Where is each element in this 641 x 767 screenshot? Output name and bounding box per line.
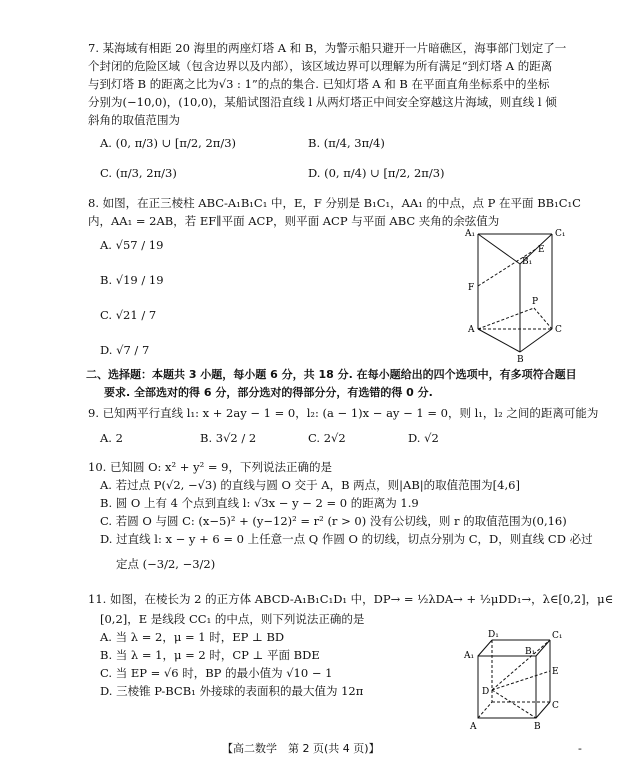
label-p: P — [532, 297, 539, 307]
label-b: B — [534, 722, 541, 732]
label-d: D — [482, 687, 490, 697]
label-e: E — [538, 245, 545, 255]
q8-option-d: D. √7 / 7 — [100, 343, 150, 357]
q10-option-d-cont: 定点 (−3/2, −3/2) — [116, 557, 216, 571]
page-footer: 【高二数学 第 2 页(共 4 页)】 — [222, 742, 380, 755]
q11-option-b: B. 当 λ = 1，μ = 2 时，CP ⊥ 平面 BDE — [100, 648, 320, 662]
q8-line-1: 8. 如图，在正三棱柱 ABC-A₁B₁C₁ 中，E，F 分别是 B₁C₁，AA₁ 的中点，点 P 在平面 BB₁C₁C — [88, 196, 581, 210]
label-a1: A₁ — [465, 229, 476, 239]
prism-figure — [462, 224, 572, 364]
q9-option-d: D. √2 — [408, 431, 439, 445]
q10-option-a: A. 若过点 P(√2, −√3) 的直线与圆 O 交于 A，B 两点，则|AB|的取值范围为[4,6] — [100, 478, 520, 492]
q7-line-1: 7. 某海域有相距 20 海里的两座灯塔 A 和 B，为警示船只避开一片暗礁区，海事部门划定了一 — [88, 41, 567, 55]
q9-option-b: B. 3√2 / 2 — [200, 431, 257, 445]
q8-option-c: C. √21 / 7 — [100, 308, 157, 322]
q11-option-d: D. 三棱锥 P-BCB₁ 外接球的表面积的最大值为 12π — [100, 684, 364, 698]
q8-line-2: 内，AA₁ = 2AB，若 EF∥平面 ACP，则平面 ACP 与平面 ABC 夹角的余弦值为 — [88, 214, 500, 228]
footer-mark: - — [578, 741, 582, 755]
q11-option-a: A. 当 λ = 2，μ = 1 时，EP ⊥ BD — [100, 630, 285, 644]
label-b1: B₁ — [522, 257, 533, 267]
q7-option-d: D. (0, π/4) ∪ [π/2, 2π/3) — [308, 166, 445, 180]
q7-line-4: 分别为(−10,0)，(10,0)，某船试图沿直线 l 从两灯塔正中间安全穿越这片海域，则直线 l 倾 — [88, 95, 557, 109]
q8-option-a: A. √57 / 19 — [100, 238, 164, 252]
q10-option-b: B. 圆 O 上有 4 个点到直线 l: √3x − y − 2 = 0 的距离为 1.9 — [100, 496, 419, 510]
label-c1: C₁ — [555, 229, 566, 239]
q11-line-2: [0,2]，E 是线段 CC₁ 的中点，则下列说法正确的是 — [100, 612, 365, 626]
q11-line-1: 11. 如图，在棱长为 2 的正方体 ABCD-A₁B₁C₁D₁ 中，DP→ = ½λDA→ + ½μDD₁→，λ∈[0,2]，μ∈ — [88, 592, 614, 606]
q9-option-a: A. 2 — [100, 431, 123, 445]
q7-option-a: A. (0, π/3) ∪ [π/2, 2π/3) — [100, 136, 237, 150]
label-b: B — [517, 355, 524, 364]
q11-option-c: C. 当 EP = √6 时，BP 的最小值为 √10 − 1 — [100, 666, 333, 680]
label-e: E — [552, 667, 559, 677]
q7-line-2: 个封闭的危险区域（包含边界以及内部），该区域边界可以理解为所有满足“到灯塔 A 的距离 — [88, 59, 553, 73]
section2-line-2: 要求. 全部选对的得 6 分，部分选对的得部分分，有选错的得 0 分. — [104, 386, 433, 399]
label-a: A — [470, 722, 477, 732]
cube-figure — [462, 628, 562, 736]
label-f: F — [468, 283, 475, 293]
q10-line-1: 10. 已知圆 O: x² + y² = 9，下列说法正确的是 — [88, 460, 332, 474]
q7-option-c: C. (π/3, 2π/3) — [100, 166, 177, 180]
q9-line: 9. 已知两平行直线 l₁: x + 2ay − 1 = 0，l₂: (a − 1)x − ay − 1 = 0，则 l₁，l₂ 之间的距离可能为 — [88, 406, 599, 420]
label-a1: A₁ — [464, 651, 475, 661]
label-c: C — [552, 701, 559, 711]
q7-option-b: B. (π/4, 3π/4) — [308, 136, 385, 150]
label-d1: D₁ — [488, 630, 499, 640]
label-b1: B₁ — [525, 647, 536, 657]
q9-option-c: C. 2√2 — [308, 431, 346, 445]
q10-option-c: C. 若圆 O 与圆 C: (x−5)² + (y−12)² = r² (r > 0) 没有公切线，则 r 的取值范围为(0,16) — [100, 514, 567, 528]
label-a: A — [468, 325, 475, 335]
q10-option-d: D. 过直线 l: x − y + 6 = 0 上任意一点 Q 作圆 O 的切线，切点分别为 C，D，则直线 CD 必过 — [100, 532, 593, 546]
q7-line-3: 与到灯塔 B 的距离之比为√3 : 1”的点的集合. 已知灯塔 A 和 B 在平面直角坐标系中的坐标 — [88, 77, 550, 91]
q8-option-b: B. √19 / 19 — [100, 273, 164, 287]
section2-line-1: 二、选择题：本题共 3 小题，每小题 6 分，共 18 分. 在每小题给出的四个选项中，有多项符合题目 — [86, 368, 577, 381]
label-c1: C₁ — [552, 631, 562, 641]
label-c: C — [555, 325, 562, 335]
q7-line-5: 斜角的取值范围为 — [88, 113, 180, 127]
